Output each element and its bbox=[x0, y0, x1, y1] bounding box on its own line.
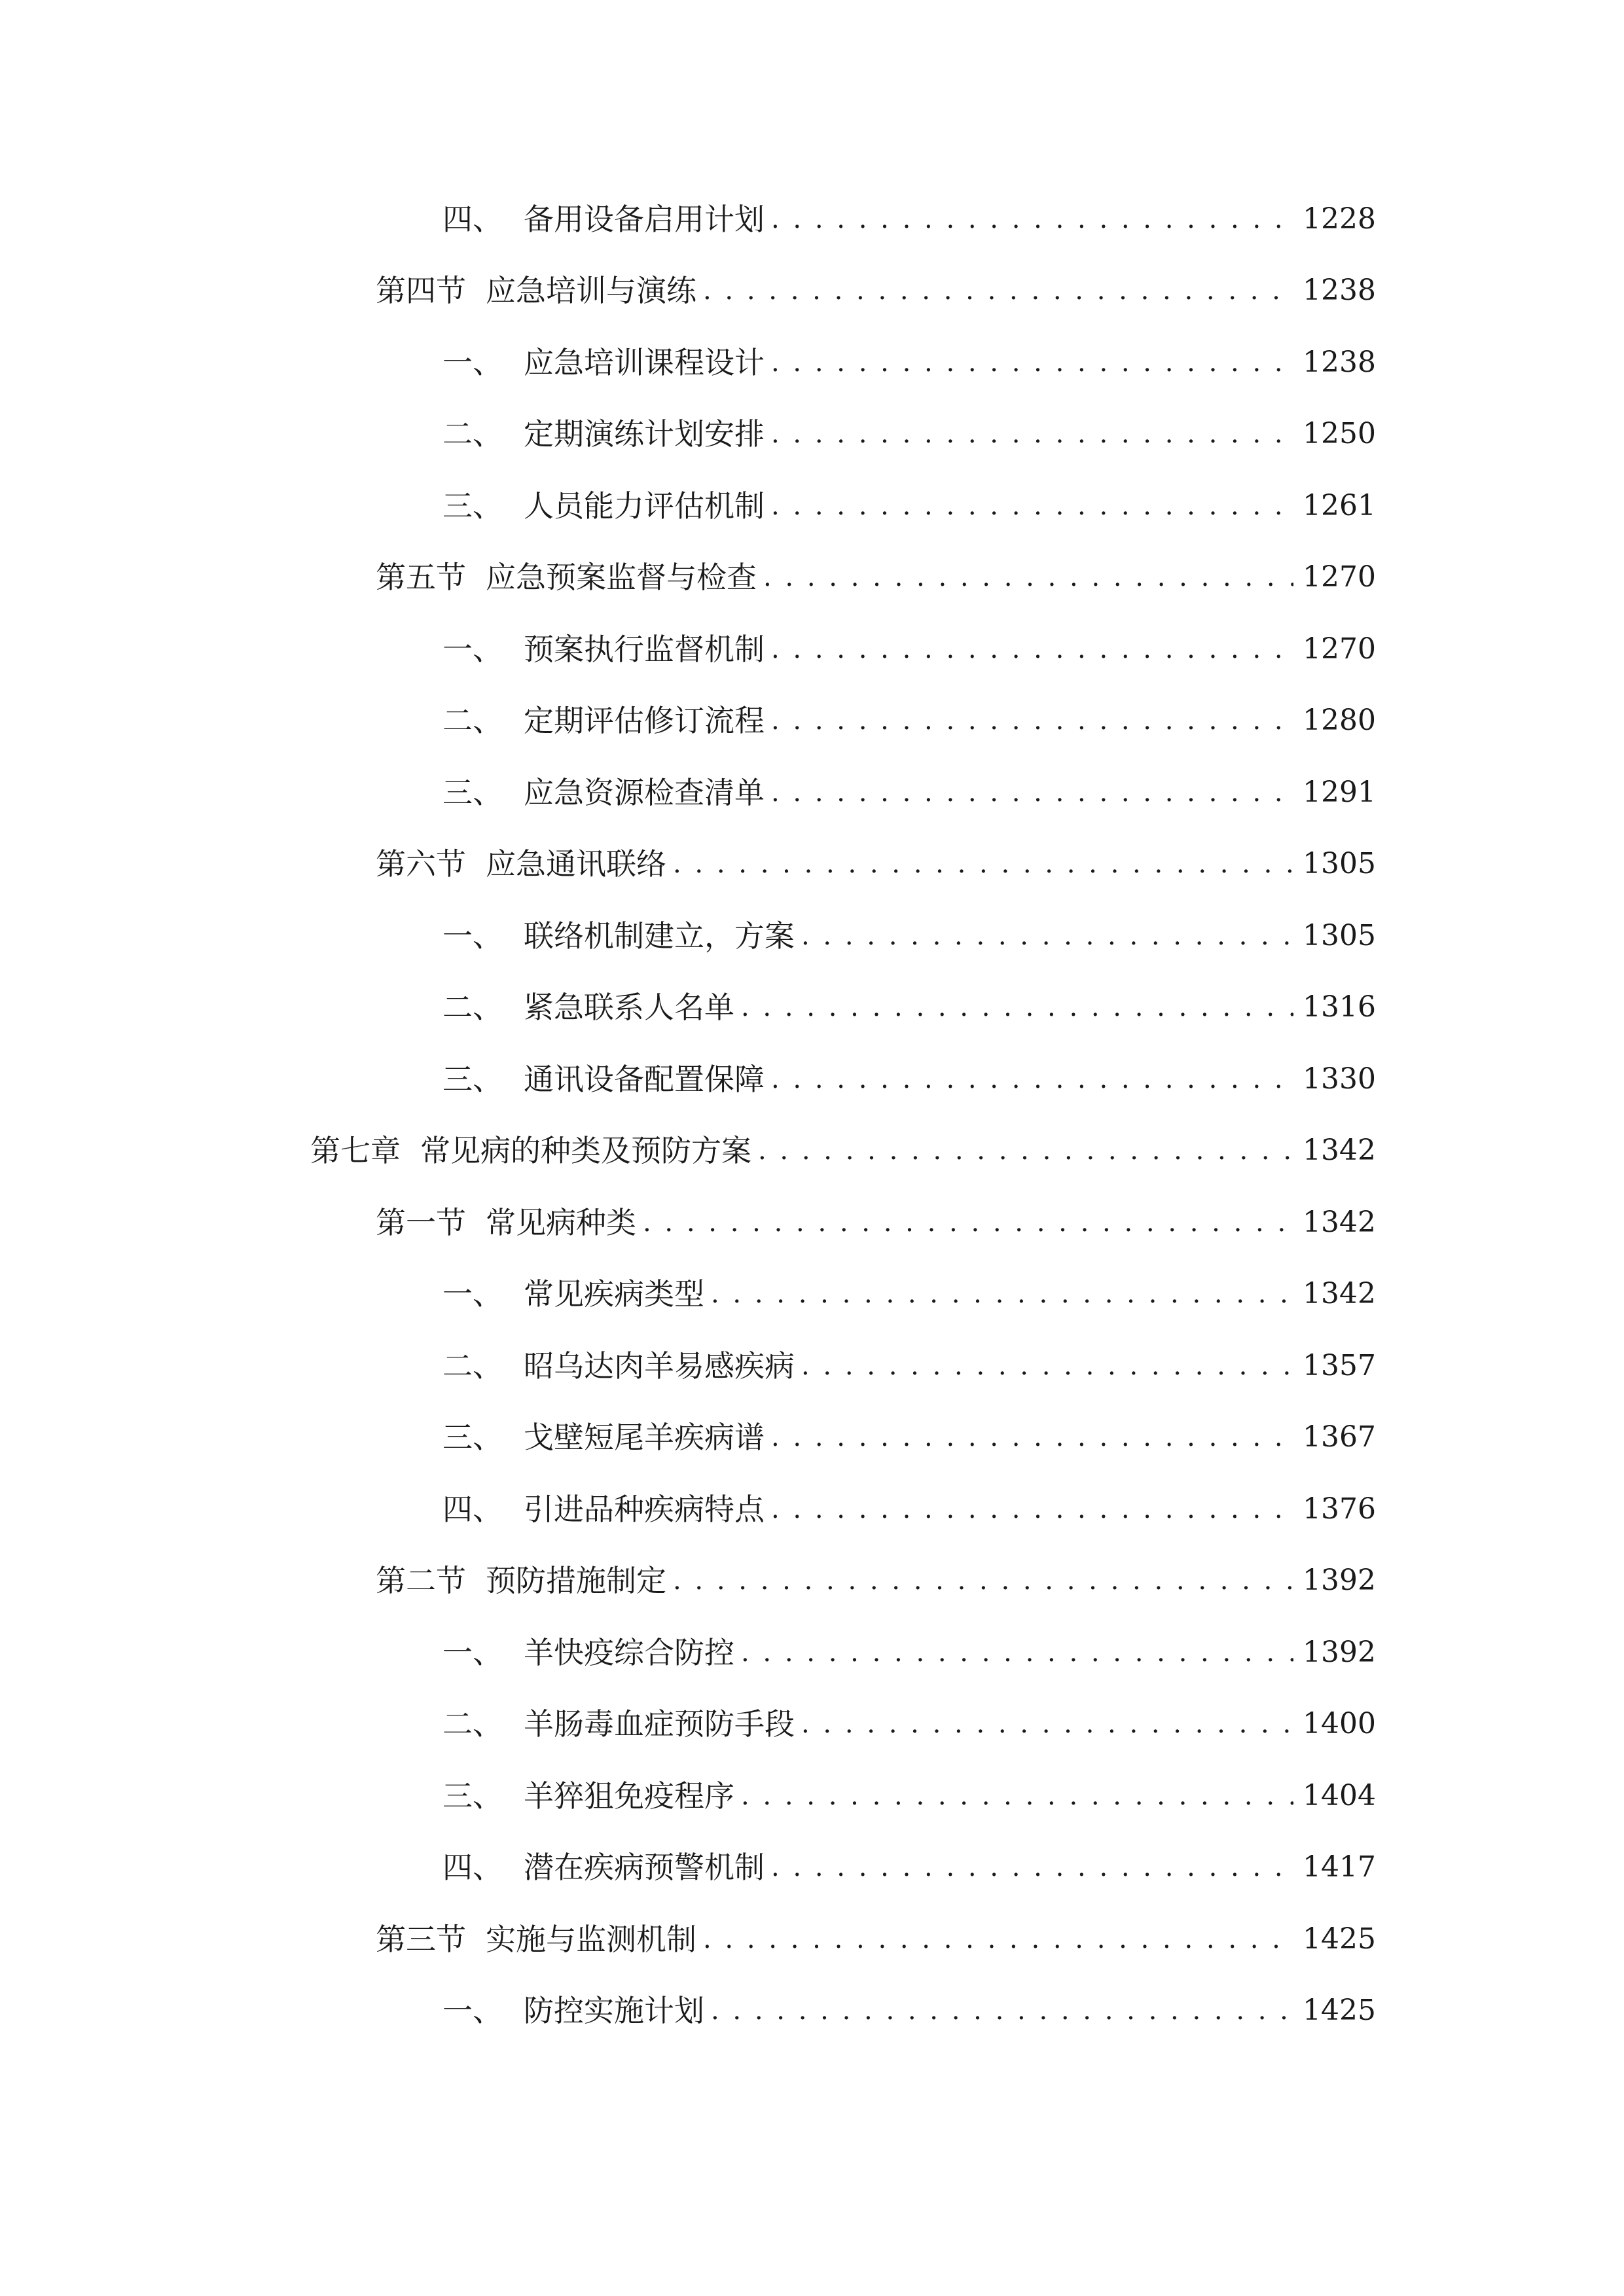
toc-entry-number: 三、 bbox=[442, 1778, 503, 1814]
toc-dot-leader bbox=[801, 913, 1293, 959]
toc-dot-leader bbox=[643, 1200, 1293, 1246]
toc-dot-leader bbox=[771, 770, 1293, 816]
toc-entry-title: 羊猝狙免疫程序 bbox=[524, 1778, 734, 1814]
toc-dot-leader bbox=[703, 1916, 1293, 1962]
toc-dot-leader bbox=[758, 1128, 1293, 1174]
toc-entry-number: 二、 bbox=[442, 1348, 503, 1384]
toc-entry-number: 四、 bbox=[442, 202, 503, 237]
toc-entry-page: 1270 bbox=[1303, 560, 1376, 594]
toc-entry-title: 人员能力评估机制 bbox=[524, 488, 765, 524]
toc-entry-title: 应急预案监督与检查 bbox=[486, 560, 757, 595]
toc-entry-title: 潜在疾病预警机制 bbox=[524, 1850, 765, 1885]
toc-entry-page: 1425 bbox=[1303, 1994, 1376, 2027]
toc-entry[interactable] bbox=[442, 770, 1376, 816]
toc-entry-title: 定期评估修订流程 bbox=[524, 703, 765, 738]
toc-entry-page: 1270 bbox=[1303, 632, 1376, 666]
toc-entry-number: 一、 bbox=[442, 918, 503, 954]
toc-entry-number: 第五节 bbox=[376, 560, 466, 595]
toc-entry-title: 羊快疫综合防控 bbox=[524, 1635, 734, 1670]
toc-dot-leader bbox=[711, 1988, 1293, 2034]
toc-entry-title: 防控实施计划 bbox=[524, 1993, 704, 2028]
toc-entry[interactable] bbox=[442, 196, 1376, 242]
toc-dot-leader bbox=[771, 1056, 1293, 1102]
toc-entry-page: 1330 bbox=[1303, 1062, 1376, 1096]
toc-entry-page: 1404 bbox=[1303, 1779, 1376, 1812]
toc-entry-number: 一、 bbox=[442, 632, 503, 667]
toc-entry-number: 三、 bbox=[442, 1062, 503, 1097]
toc-entry[interactable] bbox=[376, 841, 1376, 887]
toc-entry-page: 1425 bbox=[1303, 1922, 1376, 1956]
toc-dot-leader bbox=[711, 1271, 1293, 1317]
toc-dot-leader bbox=[771, 411, 1293, 457]
toc-dot-leader bbox=[801, 1343, 1293, 1389]
toc-entry[interactable] bbox=[310, 1128, 1376, 1174]
toc-entry-title: 引进品种疾病特点 bbox=[524, 1492, 765, 1527]
toc-entry[interactable] bbox=[442, 1630, 1376, 1676]
toc-dot-leader bbox=[771, 196, 1293, 242]
toc-dot-leader bbox=[771, 626, 1293, 672]
toc-entry-number: 三、 bbox=[442, 1420, 503, 1455]
toc-entry-title: 定期演练计划安排 bbox=[524, 416, 765, 452]
toc-entry-number: 第三节 bbox=[376, 1922, 466, 1957]
toc-entry-page: 1316 bbox=[1303, 990, 1376, 1024]
toc-entry-number: 第七章 bbox=[310, 1133, 401, 1168]
toc-entry[interactable] bbox=[376, 268, 1376, 314]
toc-entry[interactable] bbox=[442, 411, 1376, 457]
toc-entry[interactable] bbox=[376, 554, 1376, 600]
toc-entry-number: 第六节 bbox=[376, 846, 466, 882]
toc-entry[interactable] bbox=[442, 1271, 1376, 1317]
toc-entry-page: 1305 bbox=[1303, 847, 1376, 880]
toc-entry-page: 1280 bbox=[1303, 704, 1376, 737]
toc-dot-leader bbox=[771, 340, 1293, 386]
toc-entry[interactable] bbox=[442, 1988, 1376, 2034]
toc-entry-title: 常见病的种类及预防方案 bbox=[420, 1133, 751, 1168]
toc-entry-title: 羊肠毒血症预防手段 bbox=[524, 1706, 795, 1742]
toc-entry-title: 应急通讯联络 bbox=[486, 846, 666, 882]
toc-entry-page: 1392 bbox=[1303, 1636, 1376, 1669]
toc-dot-leader bbox=[703, 268, 1293, 314]
toc-entry-page: 1291 bbox=[1303, 776, 1376, 809]
toc-entry-number: 三、 bbox=[442, 775, 503, 810]
toc-dot-leader bbox=[771, 1844, 1293, 1890]
toc-dot-leader bbox=[771, 1414, 1293, 1460]
toc-entry-title: 联络机制建立，方案 bbox=[524, 918, 795, 954]
toc-entry-title: 应急资源检查清单 bbox=[524, 775, 765, 810]
toc-entry-number: 一、 bbox=[442, 1993, 503, 2028]
toc-entry-title: 常见疾病类型 bbox=[524, 1276, 704, 1312]
toc-entry-page: 1261 bbox=[1303, 489, 1376, 522]
toc-dot-leader bbox=[741, 984, 1293, 1030]
toc-entry[interactable] bbox=[442, 1343, 1376, 1389]
toc-entry[interactable] bbox=[442, 483, 1376, 529]
toc-entry-page: 1392 bbox=[1303, 1564, 1376, 1597]
toc-entry-title: 昭乌达肉羊易感疾病 bbox=[524, 1348, 795, 1384]
toc-dot-leader bbox=[771, 483, 1293, 529]
toc-entry[interactable] bbox=[376, 1200, 1376, 1246]
toc-entry-title: 应急培训课程设计 bbox=[524, 345, 765, 380]
toc-dot-leader bbox=[801, 1701, 1293, 1747]
toc-entry-title: 备用设备启用计划 bbox=[524, 202, 765, 237]
toc-entry-title: 常见病种类 bbox=[486, 1205, 636, 1240]
toc-entry-page: 1342 bbox=[1303, 1206, 1376, 1239]
toc-entry[interactable] bbox=[442, 1844, 1376, 1890]
toc-entry-page: 1342 bbox=[1303, 1277, 1376, 1310]
toc-entry-title: 预案执行监督机制 bbox=[524, 632, 765, 667]
toc-entry-number: 二、 bbox=[442, 1706, 503, 1742]
toc-dot-leader bbox=[763, 554, 1293, 600]
toc-entry-title: 紧急联系人名单 bbox=[524, 990, 734, 1025]
toc-entry-page: 1357 bbox=[1303, 1349, 1376, 1382]
toc-entry[interactable] bbox=[442, 1773, 1376, 1819]
toc-entry-number: 二、 bbox=[442, 416, 503, 452]
toc-entry-number: 一、 bbox=[442, 1635, 503, 1670]
toc-dot-leader bbox=[771, 698, 1293, 744]
toc-entry-title: 通讯设备配置保障 bbox=[524, 1062, 765, 1097]
toc-entry-number: 一、 bbox=[442, 1276, 503, 1312]
toc-entry[interactable] bbox=[442, 984, 1376, 1030]
toc-entry-title: 应急培训与演练 bbox=[486, 273, 696, 308]
toc-entry-title: 戈壁短尾羊疾病谱 bbox=[524, 1420, 765, 1455]
toc-entry-page: 1238 bbox=[1303, 346, 1376, 379]
toc-entry-number: 第四节 bbox=[376, 273, 466, 308]
toc-entry-number: 第二节 bbox=[376, 1563, 466, 1598]
toc-entry[interactable] bbox=[442, 913, 1376, 959]
toc-entry[interactable] bbox=[376, 1916, 1376, 1962]
toc-entry-number: 二、 bbox=[442, 703, 503, 738]
toc-entry-page: 1250 bbox=[1303, 417, 1376, 450]
toc-entry[interactable] bbox=[376, 1558, 1376, 1604]
toc-entry-page: 1376 bbox=[1303, 1492, 1376, 1526]
toc-entry-page: 1238 bbox=[1303, 274, 1376, 307]
toc-entry-page: 1228 bbox=[1303, 202, 1376, 236]
toc-entry-number: 二、 bbox=[442, 990, 503, 1025]
toc-dot-leader bbox=[673, 1558, 1293, 1604]
toc-entry[interactable] bbox=[442, 698, 1376, 744]
toc-entry[interactable] bbox=[442, 1414, 1376, 1460]
toc-entry-title: 预防措施制定 bbox=[486, 1563, 666, 1598]
toc-entry-page: 1305 bbox=[1303, 919, 1376, 952]
toc-dot-leader bbox=[741, 1630, 1293, 1676]
toc-entry[interactable] bbox=[442, 1701, 1376, 1747]
toc-entry-number: 第一节 bbox=[376, 1205, 466, 1240]
toc-dot-leader bbox=[771, 1486, 1293, 1532]
toc-entry-page: 1342 bbox=[1303, 1134, 1376, 1167]
toc-entry[interactable] bbox=[442, 1056, 1376, 1102]
toc-dot-leader bbox=[741, 1773, 1293, 1819]
toc-entry-title: 实施与监测机制 bbox=[486, 1922, 696, 1957]
toc-entry-page: 1400 bbox=[1303, 1707, 1376, 1740]
toc-entry[interactable] bbox=[442, 340, 1376, 386]
toc-entry-page: 1417 bbox=[1303, 1850, 1376, 1884]
toc-entry-page: 1367 bbox=[1303, 1420, 1376, 1454]
toc-entry[interactable] bbox=[442, 1486, 1376, 1532]
toc-dot-leader bbox=[673, 841, 1293, 887]
toc-entry-number: 四、 bbox=[442, 1492, 503, 1527]
toc-entry-number: 一、 bbox=[442, 345, 503, 380]
toc-entry-number: 四、 bbox=[442, 1850, 503, 1885]
toc-entry[interactable] bbox=[442, 626, 1376, 672]
toc-entry-number: 三、 bbox=[442, 488, 503, 524]
